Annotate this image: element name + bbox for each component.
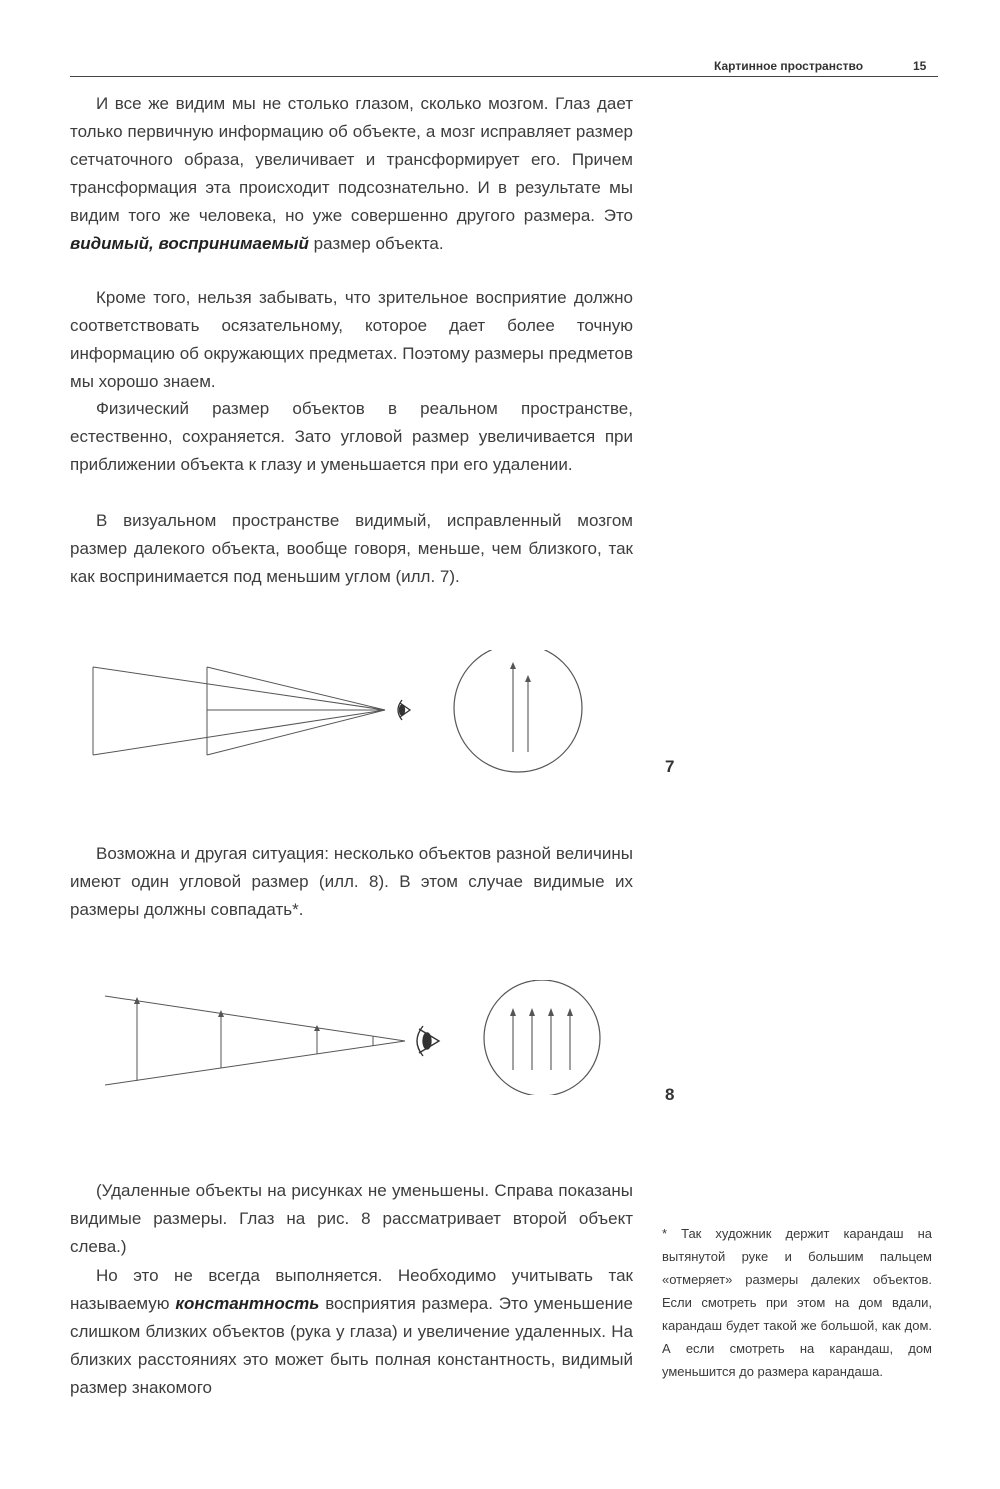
paragraph-5-text: Возможна и другая ситуация: несколько объектов разной величины имеют один угловой размер (илл. 8). В этом случае видимые их размеры должны совпадать*. bbox=[70, 844, 633, 919]
header-rule bbox=[70, 76, 938, 77]
paragraph-3-text: Физический размер объектов в реальном пространстве, естественно, сохраняется. Зато угловой размер увеличивается при приближении объекта к глазу и уменьшается при его удалении. bbox=[70, 399, 633, 474]
fig7-view-circle bbox=[454, 650, 582, 772]
paragraph-4-text: В визуальном пространстве видимый, исправленный мозгом размер далекого объекта, вообще говоря, меньше, чем близкого, так как воспринимается под меньшим углом (илл. 7). bbox=[70, 511, 633, 586]
figure-7-number: 7 bbox=[665, 757, 675, 776]
fig7-ray-top bbox=[93, 667, 385, 710]
page-number: 15 bbox=[913, 59, 927, 73]
paragraph-3 bbox=[70, 395, 633, 479]
fig8-ray-bottom bbox=[105, 1041, 405, 1085]
fig8-ray-top bbox=[105, 996, 405, 1041]
figure-8-number: 8 bbox=[665, 1085, 675, 1104]
eye-icon bbox=[417, 1026, 439, 1056]
fig7-ray-far-bottom bbox=[207, 710, 385, 755]
paragraph-2-text: Кроме того, нельзя забывать, что зрительное восприятие должно соответствовать осязательному, которое дает более точную информацию об окружающих предметах. Поэтому размеры предметов мы хорошо знаем. bbox=[70, 288, 633, 391]
paragraph-2 bbox=[70, 284, 633, 396]
paragraph-5 bbox=[70, 840, 633, 924]
paragraph-7-text-b: восприятия размера. Это уменьшение слишком близких объектов (рука у глаза) и увеличение удаленных. На близких расстояниях это может быть полная константность, видимый размер знакомого bbox=[70, 1294, 633, 1397]
paragraph-7-emphasis: константность bbox=[175, 1294, 320, 1313]
figure-8-diagram bbox=[95, 980, 615, 1095]
paragraph-4 bbox=[70, 507, 633, 591]
figure-7-diagram bbox=[80, 650, 600, 790]
fig7-ray-far-top bbox=[207, 667, 385, 710]
paragraph-1-text-a: И все же видим мы не столько глазом, сколько мозгом. Глаз дает только первичную информацию об объекте, а мозг исправляет размер сетчаточного образа, увеличивает и трансформирует его. Причем трансформация эта происходит подсознательно. И в результате мы видим того же человека, но уже совершенно другого размера. Это bbox=[70, 94, 633, 225]
paragraph-6-text: (Удаленные объекты на рисунках не уменьшены. Справа показаны видимые размеры. Глаз на рис. 8 рассматривает второй объект слева.) bbox=[70, 1181, 633, 1256]
paragraph-1 bbox=[70, 90, 633, 258]
eye-icon bbox=[398, 700, 410, 720]
paragraph-7-text-a: Но это не всегда выполняется. Необходимо учитывать так называемую bbox=[70, 1266, 633, 1313]
paragraph-7 bbox=[70, 1262, 633, 1402]
paragraph-6 bbox=[70, 1177, 633, 1261]
running-title: Картинное пространство bbox=[714, 59, 864, 73]
paragraph-1-text-b: размер объекта. bbox=[308, 234, 444, 253]
fig8-view-circle bbox=[484, 980, 600, 1095]
footnote: * Так художник держит карандаш на вытянутой руке и большим пальцем «отмеряет» размеры далеких объектов. Если смотреть при этом на дом вдали, карандаш будет такой же большой, как дом. А если смотреть на карандаш, дом уменьшится до размера карандаша. bbox=[662, 1226, 932, 1379]
fig7-ray-bottom bbox=[93, 710, 385, 755]
paragraph-1-emphasis: видимый, воспринимаемый bbox=[70, 234, 309, 253]
